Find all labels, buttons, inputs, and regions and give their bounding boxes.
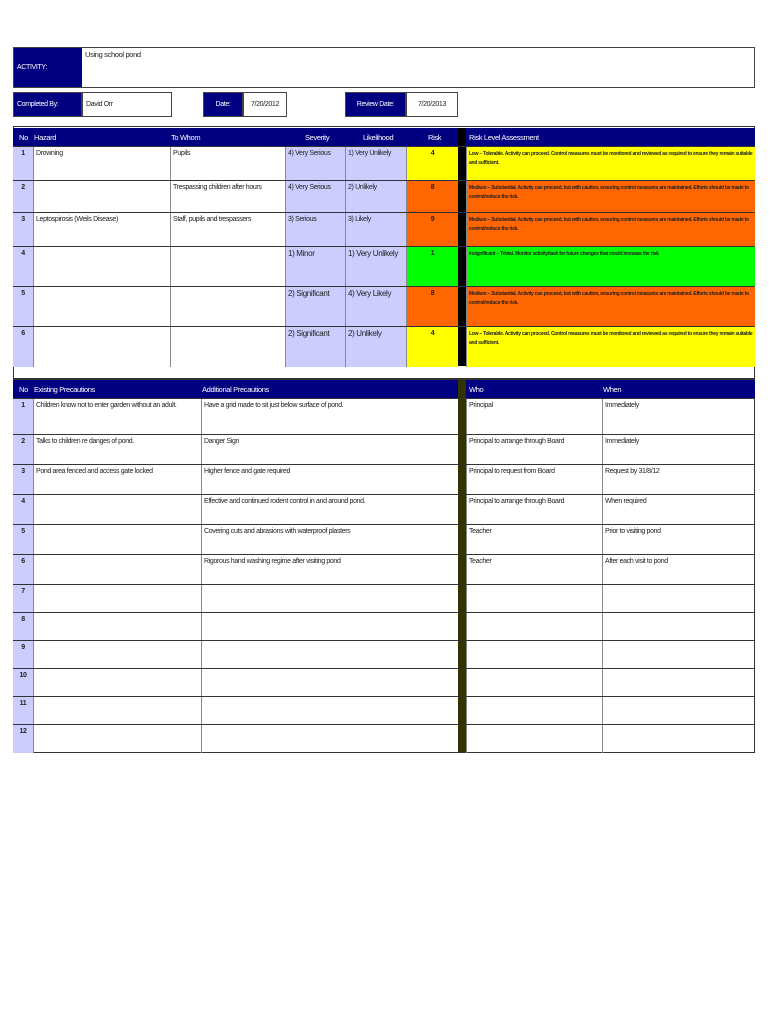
- likelihood-select[interactable]: 2) Unlikely: [345, 181, 406, 213]
- precaution-row: [13, 494, 755, 525]
- existing-precaution-cell[interactable]: Talks to children re danges of pond.: [33, 435, 201, 465]
- row-number: 7: [13, 585, 33, 613]
- date-value[interactable]: 7/20/2012: [243, 92, 287, 117]
- activity-label: ACTIVITY:: [14, 48, 82, 87]
- row-number: 4: [13, 247, 33, 287]
- who-cell[interactable]: [466, 613, 602, 641]
- row-number: 2: [13, 435, 33, 465]
- precaution-row: [13, 434, 755, 465]
- row-number: 12: [13, 725, 33, 753]
- precaution-row: [13, 612, 755, 641]
- hazards-header: [13, 128, 755, 146]
- additional-precaution-cell[interactable]: Covering cuts and abrasions with waterproof plasters: [201, 525, 458, 555]
- when-cell[interactable]: [602, 669, 755, 697]
- existing-precaution-cell[interactable]: [33, 613, 201, 641]
- header-when: When: [603, 384, 622, 394]
- row-number: 1: [13, 399, 33, 435]
- additional-precaution-cell[interactable]: Rigorous hand washing regime after visiting pond: [201, 555, 458, 585]
- precaution-row: [13, 584, 755, 613]
- row-number: 4: [13, 495, 33, 525]
- when-cell[interactable]: [602, 725, 755, 753]
- who-cell[interactable]: [466, 585, 602, 613]
- additional-precaution-cell[interactable]: Danger Sign: [201, 435, 458, 465]
- row-number: 8: [13, 613, 33, 641]
- hazard-cell[interactable]: Drowning: [33, 147, 170, 181]
- likelihood-select[interactable]: 4) Very Likely: [345, 287, 406, 327]
- when-cell[interactable]: Immediately: [602, 435, 755, 465]
- precaution-row: [13, 464, 755, 495]
- precaution-row: [13, 524, 755, 555]
- likelihood-select[interactable]: 2) Unlikely: [345, 327, 406, 367]
- additional-precaution-cell[interactable]: Higher fence and gate required: [201, 465, 458, 495]
- existing-precaution-cell[interactable]: [33, 697, 201, 725]
- when-cell[interactable]: After each visit to pond: [602, 555, 755, 585]
- precaution-row: [13, 640, 755, 669]
- header-no: No: [19, 132, 28, 142]
- severity-select[interactable]: 2) Significant: [285, 327, 345, 367]
- header-no: No: [19, 384, 28, 394]
- risk-assessment: Medium – Substantial. Activity can proceed, but with caution, ensuring control measures are maintained. Efforts should be made to control/reduce the risk.: [466, 213, 755, 247]
- existing-precaution-cell[interactable]: Pond area fenced and access gate locked: [33, 465, 201, 495]
- hazard-row: [13, 286, 755, 327]
- row-number: 6: [13, 555, 33, 585]
- hazard-cell[interactable]: Leptospirosis (Weils Disease): [33, 213, 170, 247]
- review-date-label: Review Date:: [345, 92, 406, 117]
- completed-by-value[interactable]: David Orr: [82, 92, 172, 117]
- row-number: 9: [13, 641, 33, 669]
- row-number: 1: [13, 147, 33, 181]
- existing-precaution-cell[interactable]: [33, 725, 201, 753]
- completed-by-label: Completed By:: [13, 92, 82, 117]
- risk-score: 8: [406, 287, 458, 327]
- risk-score: 9: [406, 213, 458, 247]
- to-whom-cell[interactable]: Staff, pupils and trespassers: [170, 213, 285, 247]
- additional-precaution-cell[interactable]: [201, 613, 458, 641]
- additional-precaution-cell[interactable]: [201, 697, 458, 725]
- precaution-row: [13, 554, 755, 585]
- who-cell[interactable]: [466, 725, 602, 753]
- additional-precaution-cell[interactable]: [201, 725, 458, 753]
- existing-precaution-cell[interactable]: Children know not to enter garden without an adult.: [33, 399, 201, 435]
- who-cell[interactable]: [466, 697, 602, 725]
- risk-assessment: Low – Tolerable. Activity can proceed. Control measures must be monitored and reviewed as required to ensure they remain suitable and sufficient.: [466, 147, 755, 181]
- likelihood-select[interactable]: 3) Likely: [345, 213, 406, 247]
- hazard-row: [13, 180, 755, 213]
- row-number: 11: [13, 697, 33, 725]
- hazard-cell[interactable]: [33, 181, 170, 213]
- risk-score: 4: [406, 327, 458, 367]
- date-label: Date:: [203, 92, 243, 117]
- when-cell[interactable]: When required: [602, 495, 755, 525]
- existing-precaution-cell[interactable]: [33, 669, 201, 697]
- to-whom-cell[interactable]: [170, 287, 285, 327]
- header-to-whom: To Whom: [171, 132, 201, 142]
- additional-precaution-cell[interactable]: [201, 585, 458, 613]
- row-number: 2: [13, 181, 33, 213]
- when-cell[interactable]: [602, 613, 755, 641]
- row-number: 10: [13, 669, 33, 697]
- who-cell[interactable]: Principal to arrange through Board: [466, 495, 602, 525]
- risk-assessment: Insignificant – Trivial. Monitor activity/task for future changes that would increase the risk: [466, 247, 755, 287]
- header-existing: Existing Precautions: [34, 384, 95, 394]
- risk-assessment: Medium – Substantial. Activity can proceed, but with caution, ensuring control measures are maintained. Efforts should be made to control/reduce the risk.: [466, 181, 755, 213]
- to-whom-cell[interactable]: Trespassing children after hours: [170, 181, 285, 213]
- additional-precaution-cell[interactable]: Effective and continued rodent control in and around pond.: [201, 495, 458, 525]
- hazard-cell[interactable]: [33, 247, 170, 287]
- severity-select[interactable]: 3) Serious: [285, 213, 345, 247]
- hazard-row: [13, 212, 755, 247]
- risk-score: 4: [406, 147, 458, 181]
- precaution-row: [13, 668, 755, 697]
- hazard-cell[interactable]: [33, 287, 170, 327]
- when-cell[interactable]: [602, 641, 755, 669]
- severity-select[interactable]: 4) Very Serious: [285, 147, 345, 181]
- row-number: 3: [13, 213, 33, 247]
- header-risk: Risk: [428, 132, 442, 142]
- risk-score: 8: [406, 181, 458, 213]
- who-cell[interactable]: Principal to request from Board: [466, 465, 602, 495]
- risk-assessment: Low – Tolerable. Activity can proceed. Control measures must be monitored and reviewed as required to ensure they remain suitable and sufficient.: [466, 327, 755, 367]
- row-number: 3: [13, 465, 33, 495]
- hazard-row: [13, 246, 755, 287]
- hazard-row: [13, 326, 755, 367]
- precaution-row: [13, 724, 755, 753]
- existing-precaution-cell[interactable]: [33, 495, 201, 525]
- hazard-cell[interactable]: [33, 327, 170, 367]
- row-number: 5: [13, 287, 33, 327]
- activity-value[interactable]: Using school pond: [85, 50, 141, 59]
- who-cell[interactable]: [466, 669, 602, 697]
- header-likelihood: Likelihood: [363, 132, 394, 142]
- when-cell[interactable]: [602, 585, 755, 613]
- additional-precaution-cell[interactable]: [201, 641, 458, 669]
- severity-select[interactable]: 1) Minor: [285, 247, 345, 287]
- existing-precaution-cell[interactable]: [33, 641, 201, 669]
- header-hazard: Hazard: [34, 132, 57, 142]
- to-whom-cell[interactable]: [170, 247, 285, 287]
- header-assessment: Risk Level Assessment: [469, 132, 539, 142]
- row-number: 5: [13, 525, 33, 555]
- header-severity: Severity: [305, 132, 330, 142]
- when-cell[interactable]: Immediately: [602, 399, 755, 435]
- who-cell[interactable]: [466, 641, 602, 669]
- existing-precaution-cell[interactable]: [33, 585, 201, 613]
- who-cell[interactable]: Teacher: [466, 555, 602, 585]
- existing-precaution-cell[interactable]: [33, 525, 201, 555]
- hazard-row: [13, 146, 755, 181]
- severity-select[interactable]: 4) Very Serious: [285, 181, 345, 213]
- who-cell[interactable]: Principal: [466, 399, 602, 435]
- additional-precaution-cell[interactable]: [201, 669, 458, 697]
- header-additional: Additional Precautions: [202, 384, 269, 394]
- review-date-value[interactable]: 7/20/2013: [406, 92, 458, 117]
- likelihood-select[interactable]: 1) Very Unlikely: [345, 147, 406, 181]
- risk-score: 1: [406, 247, 458, 287]
- precaution-row: [13, 696, 755, 725]
- precaution-row: [13, 398, 755, 435]
- severity-select[interactable]: 2) Significant: [285, 287, 345, 327]
- additional-precaution-cell[interactable]: Have a grid made to sit just below surface of pond.: [201, 399, 458, 435]
- likelihood-select[interactable]: 1) Very Unlikely: [345, 247, 406, 287]
- existing-precaution-cell[interactable]: [33, 555, 201, 585]
- risk-assessment: Medium – Substantial. Activity can proceed, but with caution, ensuring control measures are maintained. Efforts should be made to control/reduce the risk.: [466, 287, 755, 327]
- who-cell[interactable]: Teacher: [466, 525, 602, 555]
- who-cell[interactable]: Principal to arrange through Board: [466, 435, 602, 465]
- when-cell[interactable]: Request by 31/8/12: [602, 465, 755, 495]
- to-whom-cell[interactable]: [170, 327, 285, 367]
- when-cell[interactable]: [602, 697, 755, 725]
- when-cell[interactable]: Prior to visiting pond: [602, 525, 755, 555]
- row-number: 6: [13, 327, 33, 367]
- header-who: Who: [469, 384, 484, 394]
- to-whom-cell[interactable]: Pupils: [170, 147, 285, 181]
- precautions-header: [13, 380, 755, 398]
